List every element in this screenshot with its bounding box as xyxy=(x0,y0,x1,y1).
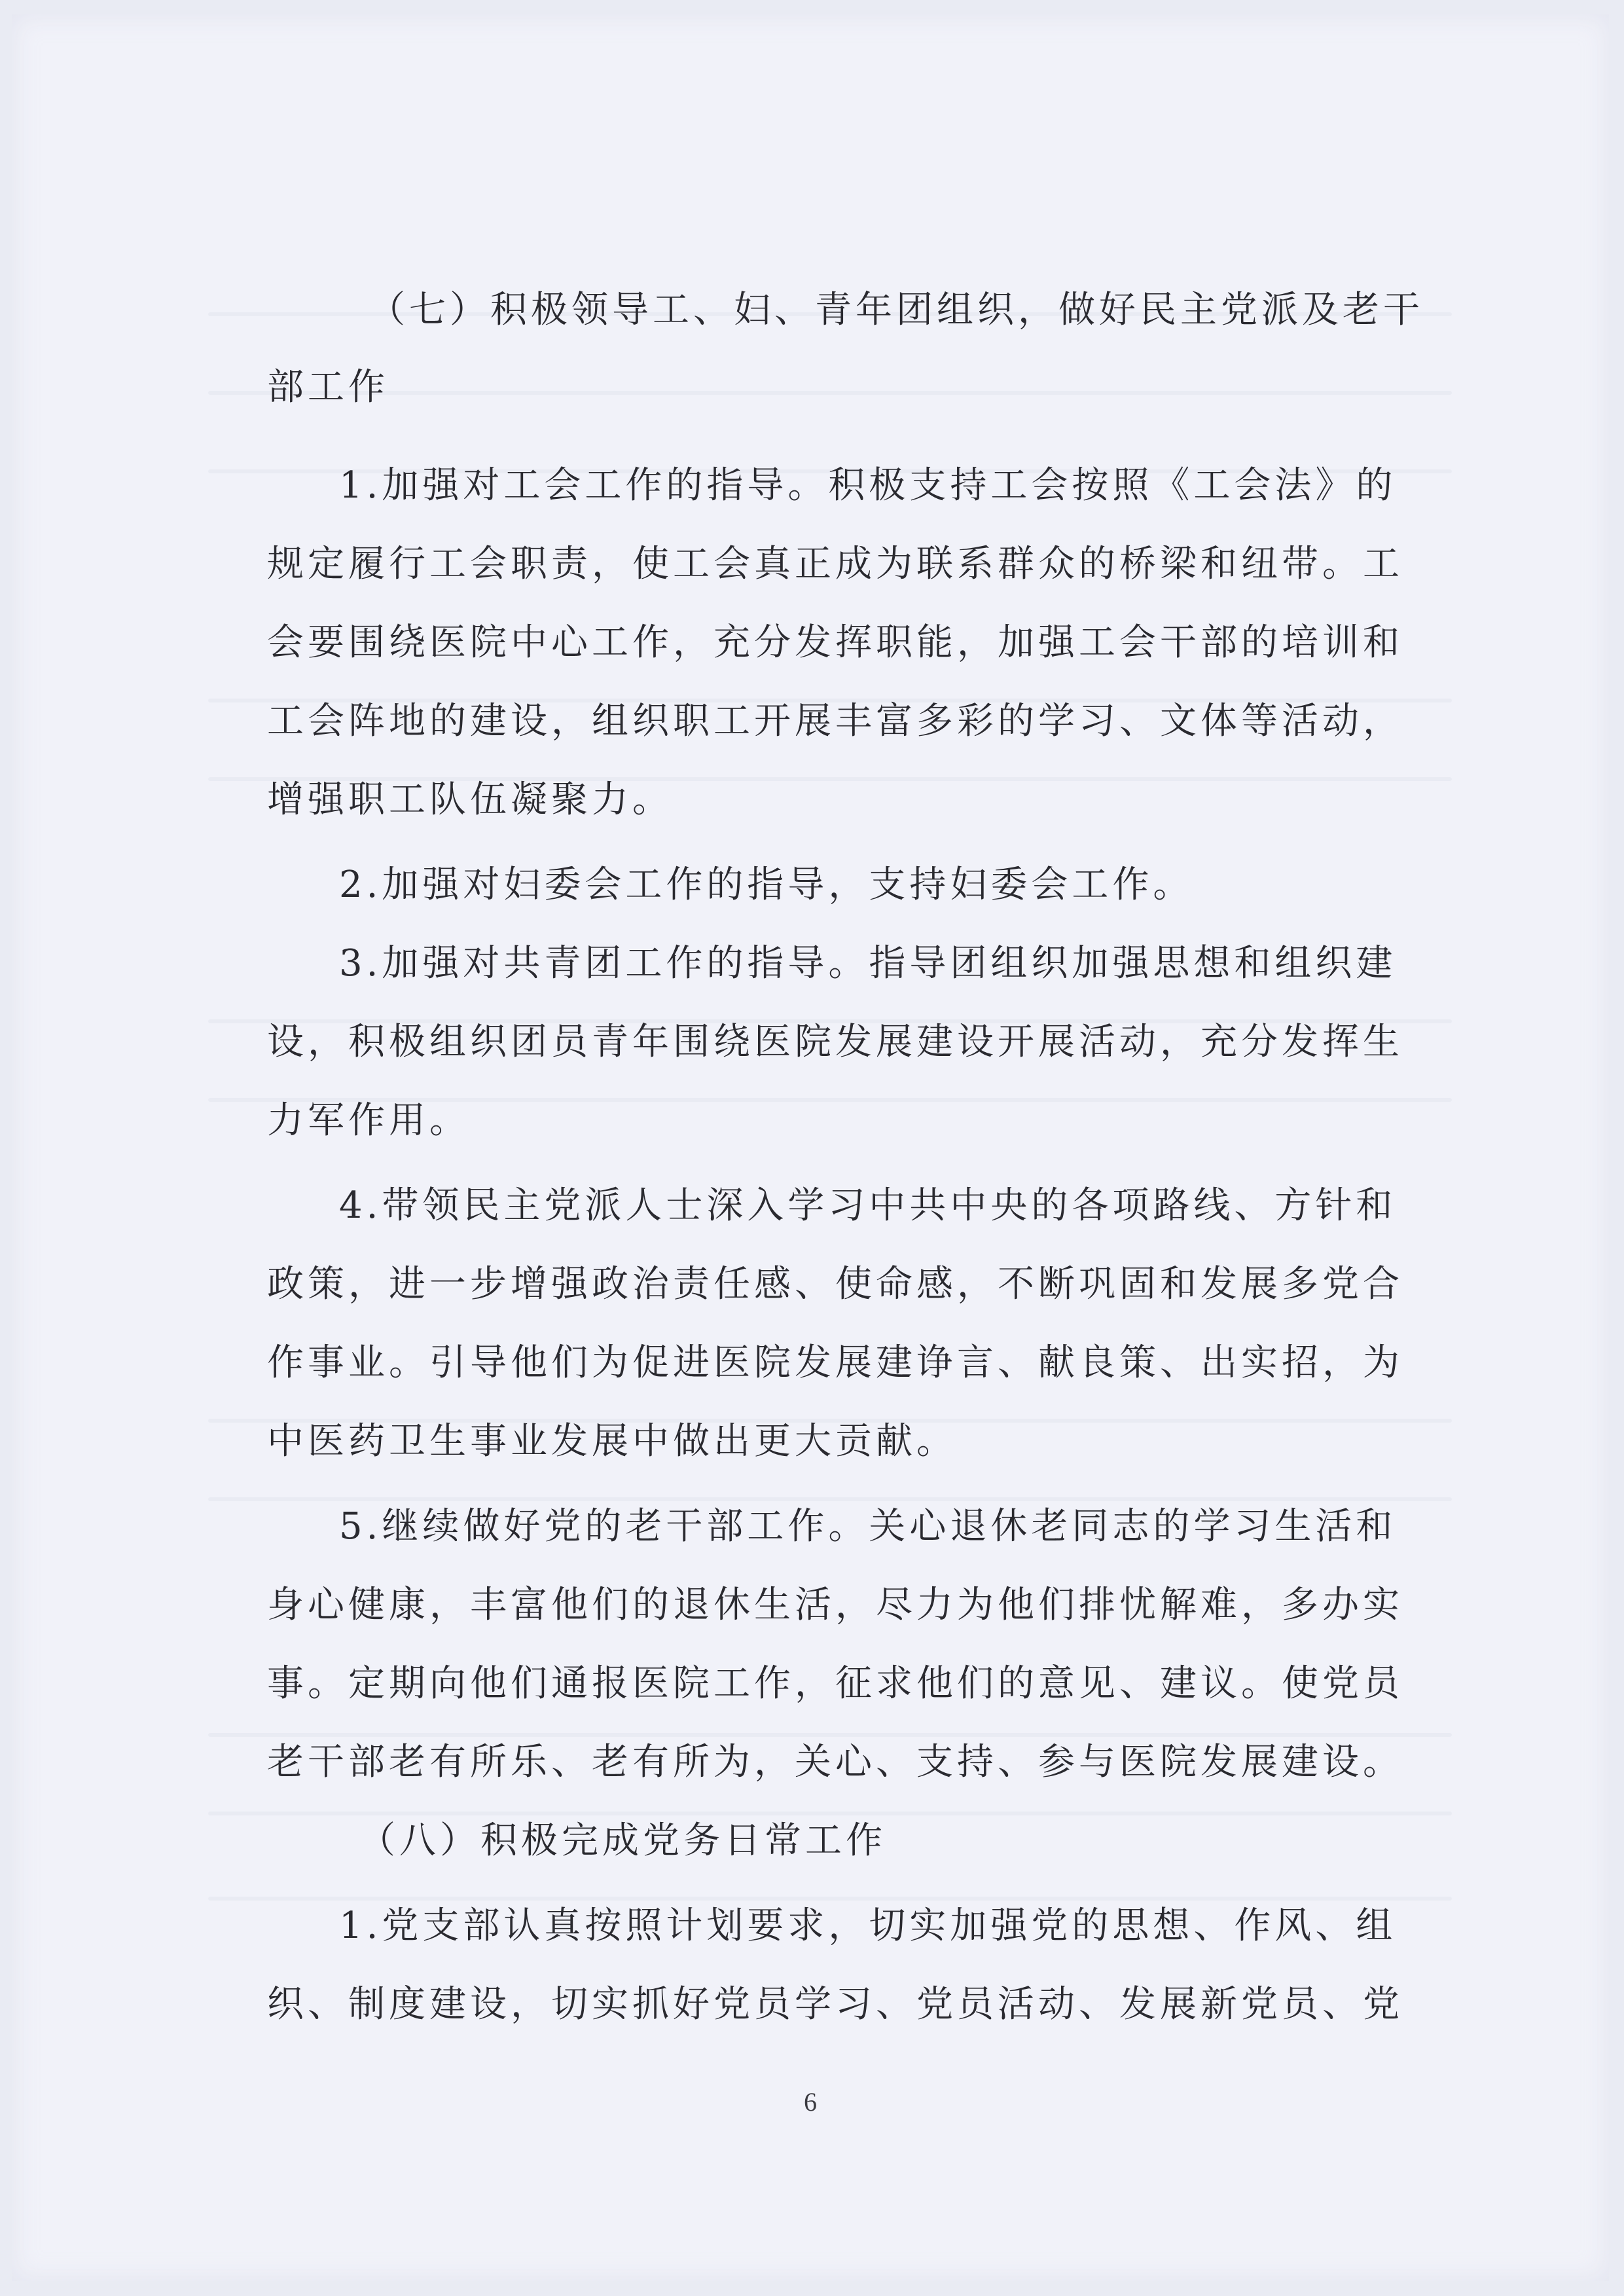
text-line: 身心健康，丰富他们的退休生活，尽力为他们排忧解难，多办实 xyxy=(267,1584,1403,1626)
text-line: 工会阵地的建设，组织职工开展丰富多彩的学习、文体等活动， xyxy=(267,700,1403,742)
paragraph-2: 2.加强对妇委会工作的指导，支持妇委会工作。 xyxy=(339,864,1194,906)
paragraph-1-start: 1.加强对工会工作的指导。积极支持工会按照《工会法》的 xyxy=(339,464,1397,507)
text-line: 部工作 xyxy=(267,366,389,409)
section-heading-8: （八）积极完成党务日常工作 xyxy=(359,1819,886,1862)
text-line: 增强职工队伍凝聚力。 xyxy=(267,778,673,821)
paragraph-3-start: 3.加强对共青团工作的指导。指导团组织加强思想和组织建 xyxy=(339,942,1397,985)
text-line: 规定履行工会职责，使工会真正成为联系群众的桥梁和纽带。工 xyxy=(267,543,1403,585)
document-page xyxy=(12,14,1609,2281)
text-line: 力军作用。 xyxy=(267,1099,470,1142)
paragraph-6-start: 1.党支部认真按照计划要求，切实加强党的思想、作风、组 xyxy=(339,1904,1397,1947)
text-line: 织、制度建设，切实抓好党员学习、党员活动、发展新党员、党 xyxy=(267,1983,1403,2026)
bleed-through-mark xyxy=(208,1497,1452,1501)
paragraph-4-start: 4.带领民主党派人士深入学习中共中央的各项路线、方针和 xyxy=(339,1184,1397,1227)
paragraph-5-start: 5.继续做好党的老干部工作。关心退休老同志的学习生活和 xyxy=(339,1505,1397,1548)
text-line: 作事业。引导他们为促进医院发展建诤言、献良策、出实招，为 xyxy=(267,1341,1403,1384)
text-line: 政策，进一步增强政治责任感、使命感，不断巩固和发展多党合 xyxy=(267,1263,1403,1305)
bleed-through-mark xyxy=(208,1897,1452,1901)
bleed-through-mark xyxy=(208,1812,1452,1815)
bleed-through-mark xyxy=(208,391,1452,395)
bleed-through-mark xyxy=(208,1733,1452,1737)
page-number: 6 xyxy=(804,2087,817,2117)
text-line: 设，积极组织团员青年围绕医院发展建设开展活动，充分发挥生 xyxy=(267,1021,1403,1063)
section-heading-7: （七）积极领导工、妇、青年团组织，做好民主党派及老干 xyxy=(369,289,1424,331)
text-line: 老干部老有所乐、老有所为，关心、支持、参与医院发展建设。 xyxy=(267,1741,1403,1783)
text-line: 事。定期向他们通报医院工作，征求他们的意见、建议。使党员 xyxy=(267,1662,1403,1705)
text-line: 会要围绕医院中心工作，充分发挥职能，加强工会干部的培训和 xyxy=(267,621,1403,664)
text-line: 中医药卫生事业发展中做出更大贡献。 xyxy=(267,1420,957,1463)
